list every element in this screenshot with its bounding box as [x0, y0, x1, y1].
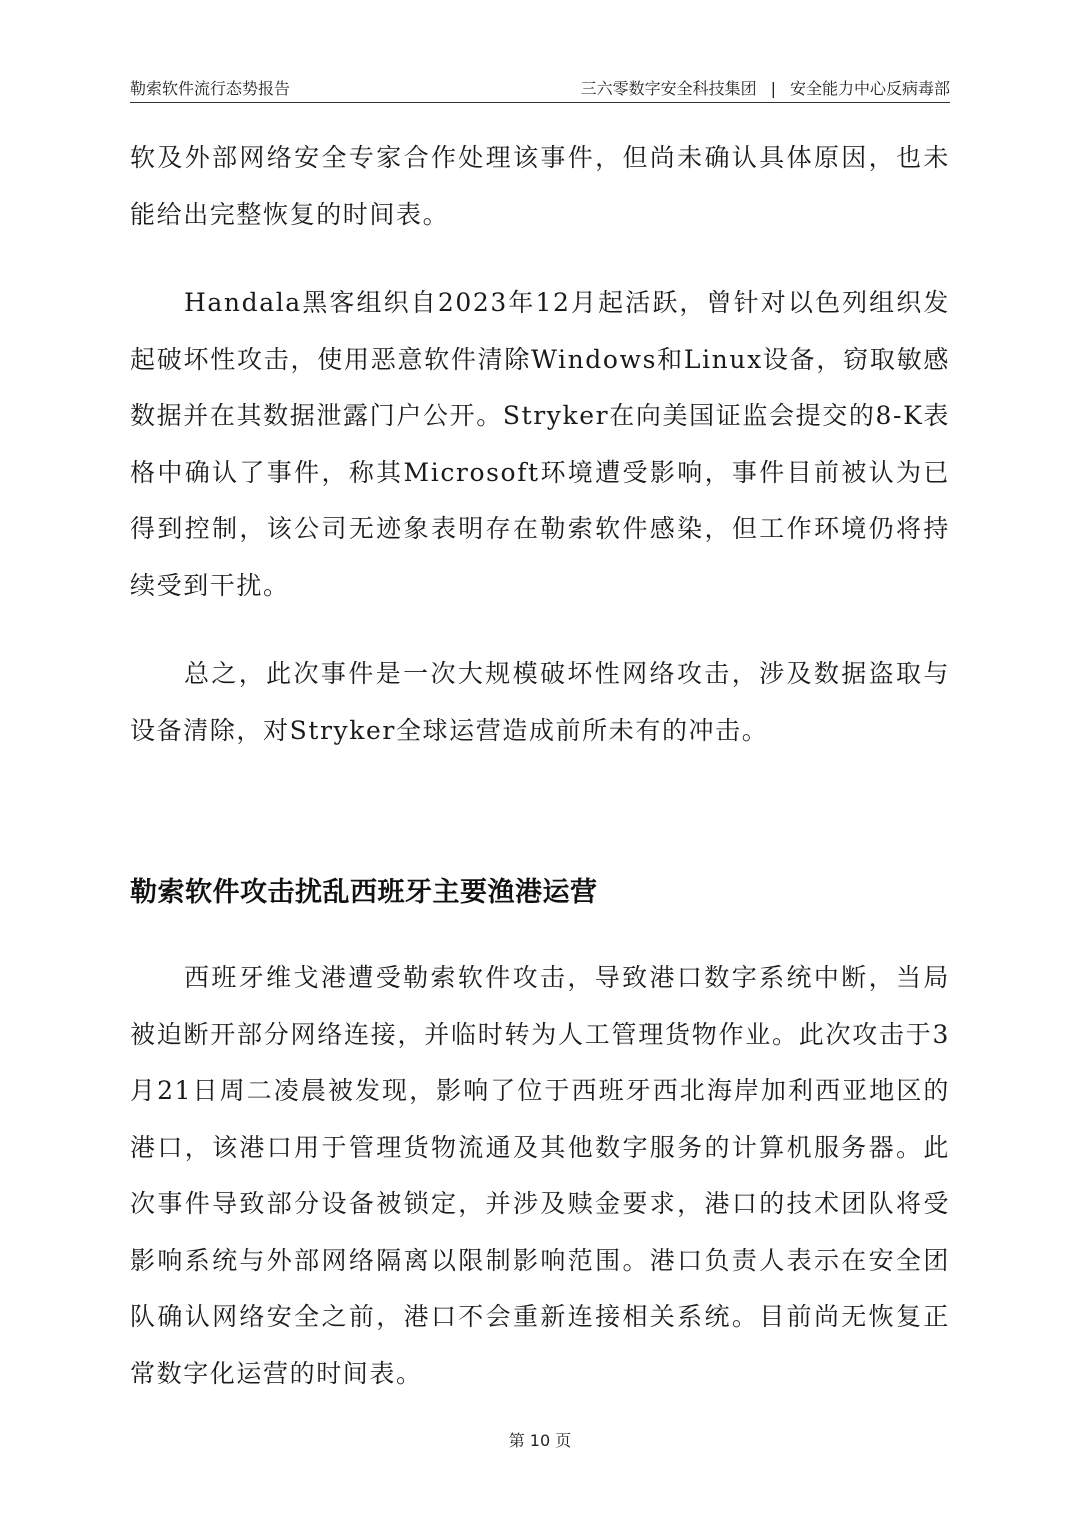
- section-heading: 勒索软件攻击扰乱西班牙主要渔港运营: [130, 877, 598, 908]
- paragraph-continued: 软及外部网络安全专家合作处理该事件，但尚未确认具体原因，也未能给出完整恢复的时间表。: [130, 143, 950, 229]
- section-body: [130, 950, 950, 1402]
- header-separator: |: [770, 79, 776, 98]
- paragraph-vigo-port: 西班牙维戈港遭受勒索软件攻击，导致港口数字系统中断，当局被迫断开部分网络连接，并临时转为人工管理货物作业。此次攻击于3月21日周二凌晨被发现，影响了位于西班牙西北海岸加利西亚地区的港口，该港口用于管理货物流通及其他数字服务的计算机服务器。此次事件导致部分设备被锁定，并涉及赎金要求，港口的技术团队将受影响系统与外部网络隔离以限制影响范围。港口负责人表示在安全团队确认网络安全之前，港口不会重新连接相关系统。目前尚无恢复正常数字化运营的时间表。: [130, 963, 950, 1388]
- dept-name: 安全能力中心反病毒部: [789, 79, 950, 98]
- header-divider: [130, 102, 950, 103]
- header-organization: [581, 76, 950, 99]
- page-number: 第 10 页: [508, 1431, 572, 1450]
- report-title: 勒索软件流行态势报告: [130, 79, 291, 98]
- paragraph-summary: 总之，此次事件是一次大规模破坏性网络攻击，涉及数据盗取与设备清除，对Stryker全球运营造成前所未有的冲击。: [130, 659, 950, 745]
- org-name: 三六零数字安全科技集团: [580, 79, 757, 98]
- body-text: [130, 130, 950, 759]
- page-header: [130, 76, 950, 102]
- paragraph-handala: Handala黑客组织自2023年12月起活跃，曾针对以色列组织发起破坏性攻击，使用恶意软件清除Windows和Linux设备，窃取敏感数据并在其数据泄露门户公开。Stryker在向美国证监会提交的8-K表格中确认了事件，称其Microsoft环境遭受影响，事件目前被认为已得到控制，该公司无迹象表明存在勒索软件感染，但工作环境仍将持续受到干扰。: [130, 288, 950, 600]
